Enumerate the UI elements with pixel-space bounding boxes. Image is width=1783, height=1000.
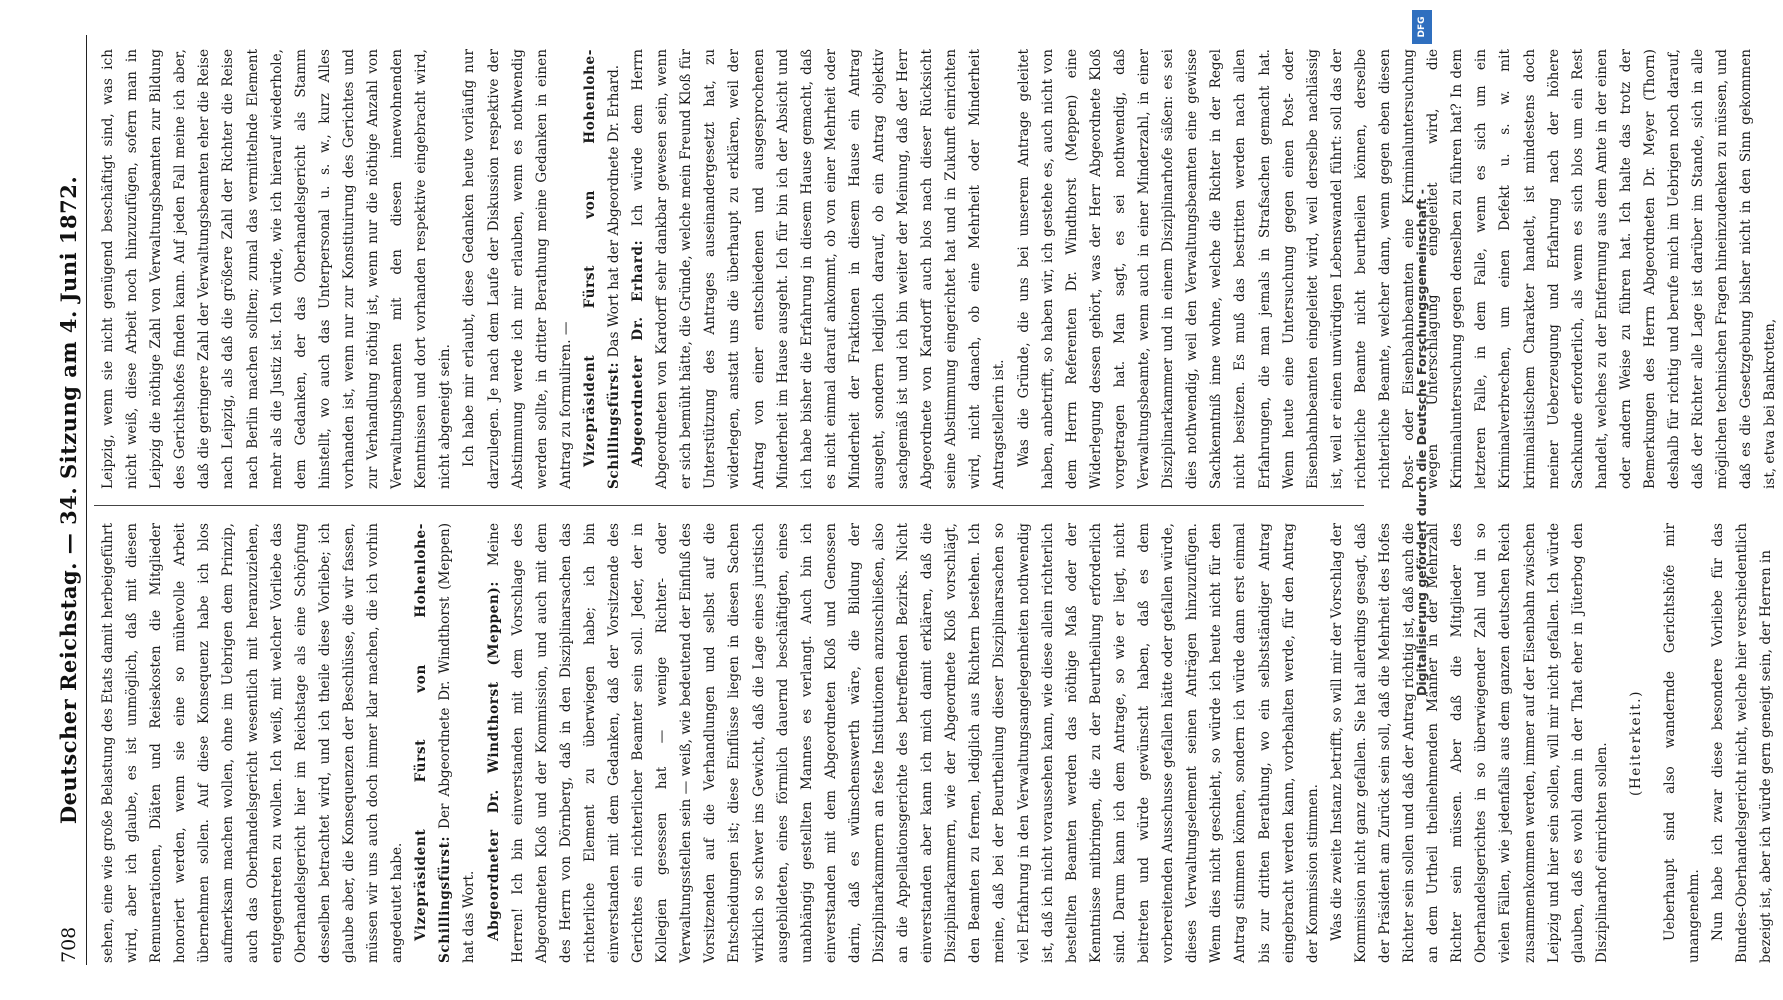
- paragraph: [626, 49, 1012, 489]
- page-number: 708: [58, 926, 80, 963]
- speaker-name: Vizepräsident Fürst von Hohenlohe-Schillingsfürst:: [413, 523, 454, 963]
- paragraph: [482, 523, 1325, 963]
- paragraph: Was die zweite Instanz betrifft, so will mir der Vorschlag der Kommission nicht ganz gefallen. Sie hat allerdings gesagt, daß der Präsident am Zurück sein soll, daß die Mehrheit des Hofes Richter sein sollen und daß der Antrag richtig ist, daß auch die an dem Urtheil theilnehmenden Männer in der Mehrzahl Richter sein müssen. Aber daß die Mitglieder des Oberhandelsgerichtes in so überwiegender Zahl und in so vielen Fällen, wie jedenfalls aus dem ganzen deutschen Reich zusammenkommen werden, immer auf der Eisenbahn zwischen Leipzig und hier sein sollen, will mir nicht gefallen. Ich würde glauben, daß es wohl dann in der That eher in Jüterbog den Disziplinarhof einrichten sollen.: [1328, 523, 1610, 963]
- speech-text: Meine Herren! Ich bin einverstanden mit dem Vorschlage des Abgeordneten Kloß und der Kommission, und auch mit dem des Herrn von Dörnberg, daß in den Disziplinarsachen das richterliche Element zu überwiegen habe; ich bin einverstanden mit dem Gedanken, daß der Vorsitzende des Gerichtes ein richterlicher Beamter sein soll. Jeder, der in Kollegien gesessen hat — wenige Richter- oder Verwaltungsstellen sein — weiß, wie bedeutend der Einfluß des Vorsitzenden auf die Verhandlungen und selbst auf die Entscheidungen ist; diese Einflüsse liegen in diesen Sachen wirklich so schwer ins Gewicht, daß die Lage eines juristisch ausgebildeten, eines förmlich dauernd beschäftigten, eines unabhängig gestellten Mannes es verlangt. Auch bin ich einverstanden mit dem Abgeordneten Kloß und Genossen darin, daß es wünschenswerth wäre, die Bildung der Disziplinarkammern an feste Institutionen anzuschließen, also an die Appellationsgerichte des betreffenden Bezirks. Nicht einverstanden aber kann ich mich damit erklären, daß die Disziplinarkammern, wie der Abgeordnete Kloß vorschlägt, den Beamten zu fernen, lediglich aus Richtern bestehen. Ich meine, daß bei der Beurtheilung dieser Disziplinarsachen so viel Erfahrung in den Verwaltungsangelegenheiten nothwendig ist, daß ich nicht voraussehen kann, wie diese allein richterlich bestellten Beamten werden das nöthige Maß oder der Kenntnisse mitbringen, die zu der Beurtheilung erforderlich sind. Darum kann ich dem Antrage, so wie er liegt, nicht beitreten und würde gewünscht haben, daß es dem vorbereitenden Ausschusse gefallen hätte oder gefallen würde, dieses Verwaltungselement seinen Anträgen hinzuzufügen. Wenn dies nicht geschieht, so würde ich heute nicht für den Antrag stimmen können, sondern ich würde dann erst einmal bis zur dritten Berathung, wo ein selbstständiger Antrag eingebracht werden kann, vorbehalten werde, für den Antrag der Kommission stimmen.: [485, 523, 1321, 963]
- speech-text: Das Wort hat der Abgeordnete Dr. Erhard.: [605, 64, 622, 358]
- paragraph: Nun habe ich zwar diese besondere Vorliebe für das Bundes-Oberhandelsgericht nicht, welche hier verschiedentlich bezeigt ist, aber ich würde gern geneigt sein, der Herren in: [1710, 523, 1775, 963]
- speaker-name: Vizepräsident Fürst von Hohenlohe-Schillingsfürst:: [581, 49, 622, 489]
- header-rule: [86, 35, 87, 965]
- paragraph: [409, 523, 481, 963]
- dfg-credit-text: Digitalisierung gefördert durch die Deutsche Forschungsgemeinschaft -: [1414, 189, 1429, 696]
- page-header: [50, 35, 90, 965]
- digitization-credit-strip: [1411, 6, 1433, 996]
- speaker-name: Abgeordneter Dr. Erhard:: [630, 239, 647, 467]
- speech-text: Ich würde dem Herrn Abgeordneten von Kardorff sehr dankbar gewesen sein, wenn er sich bemüht hätte, die Gründe, welche mein Freund Kloß für Unterstützung des Antrages auseinandergesetzt hat, zu widerlegen, anstatt uns die überhaupt zu erklären, weil der Antrag von einer entschiedenen und ausgesprochenen Minderheit im Hause ausgeht. Ich für bin ich der Absicht und ich habe bisher die Erfahrung in diesem Hause gemacht, daß es nicht einmal darauf ankommt, ob von einer Mehrheit oder Minderheit der Fraktionen in diesem Hause ein Antrag ausgeht, sondern lediglich darauf, ob ein Antrag objektiv sachgemäß ist und ich bin weiter der Meinung, daß der Herr Abgeordnete von Kardorff auch blos nach dieser Rücksicht seine Abstimmung eingerichtet hat und in Zukunft einrichten wird, nicht danach, ob eine Mehrheit oder Minderheit Antragstellerin ist.: [630, 48, 1008, 489]
- paragraph: Ich habe mir erlaubt, diese Gedanken heute vorläufig nur darzulegen. Je nach dem Laufe der Diskussion respektive der Abstimmung werde ich mir erlauben, wenn es nothwendig werden sollte, in dritter Berathung meine Gedanken in einen Antrag zu formuliren. —: [461, 49, 574, 489]
- running-title: Deutscher Reichstag. — 34. Sitzung am 4. Juni 1872.: [56, 175, 81, 825]
- speech-text: Der Abgeordnete Dr. Windthorst (Meppen) hat das Wort.: [437, 523, 478, 963]
- paragraph: Ueberhaupt sind also wandernde Gerichtshöfe mir unangenehm.: [1662, 523, 1703, 963]
- paragraph: sehen, eine wie große Belastung des Etats damit herbeigeführt wird, aber ich glaube, es ist unmöglich, daß mit diesen Remunerationen, Diäten und Reisekosten die Mitglieder honoriert werden, wenn sie eine so mühevolle Arbeit übernehmen sollen. Auf diese Konsequenz habe ich blos aufmerksam machen wollen, ohne im Uebrigen dem Prinzip, auch das Oberhandelsgericht wesentlich mit heranzuziehen, entgegentreten zu wollen. Ich weiß, mit welcher Vorliebe das Oberhandelsgericht hier im Reichstage als eine Schöpfung desselben betrachtet wird, und ich theile diese Vorliebe; ich glaube aber, die Konsequenzen der Beschlüsse, die wir fassen, müssen wir uns auch doch immer klar machen, die ich vorhin angedeutet habe.: [100, 523, 406, 963]
- paragraph: [578, 49, 626, 489]
- right-column: [96, 49, 1783, 489]
- left-column: [96, 523, 1778, 963]
- column-divider: [94, 505, 1364, 506]
- paragraph: Was die Gründe, die uns bei unserem Antrage geleitet haben, anbetrifft, so haben wir, ich gestehe es, auch nicht von dem Herrn Referenten Dr. Windthorst (Meppen) eine Widerlegung dessen gehört, was der Herr Abgeordnete Kloß vorgetragen hat. Man sagt, es sei nothwendig, daß Verwaltungsbeamte, wenn auch in einer Minderzahl, in einer Disziplinarkammer und in einem Disziplinarhofe säßen: es sei dies nothwendig, weil den Verwaltungsbeamten eine gewisse Sachkenntniß inne wohne, welche die Richter in der Regel nicht besitzen. Es muß das bestritten werden nach allen Erfahrungen, die man jemals in Strafsachen gemacht hat. Wenn heute eine Untersuchung gegen einen Post- oder Eisenbahnbeamten eingeleitet wird, weil derselbe nachlässig ist, weil er einen unwürdigen Lebenswandel führt: soll das der richterliche Beamte nicht beurtheilen können, derselbe richterliche Beamte, welcher dann, wenn gegen eben diesen Post- oder Eisenbahnbeamten eine Kriminaluntersuchung wegen Unterschlagung eingeleitet wird, die Kriminaluntersuchung gegen denselben zu führen hat? In dem letzteren Falle, in dem Falle, wenn es sich um ein Kriminalverbrechen, um einen Defekt u. s. w. mit kriminalistischem Charakter handelt, ist mindestens doch meiner Ueberzeugung und Erfahrung nach der höhere Sachkunde erforderlich, als wenn es sich blos um ein Rest handelt, welches zu der Entfernung aus dem Amte in der einen oder andern Weise zu führen hat. Ich halte das trotz der Bemerkungen des Herrn Abgeordneten Dr. Meyer (Thorn) deshalb für richtig und berufe mich im Uebrigen noch darauf, daß der Richter alle Lage ist darüber im Stande, sich in alle möglichen technischen Fragen hineinzudenken zu müssen, und daß es die Gesetzgebung bisher nicht in den Sinn gekommen ist, etwa bei Bankrotten,: [1015, 49, 1779, 489]
- interjection: (Heiterkeit.): [1627, 689, 1644, 797]
- dfg-logo-text: DFG: [1417, 16, 1427, 38]
- paragraph: Leipzig, wenn sie nicht genügend beschäftigt sind, was ich nicht weiß, diese Arbeit noch hinzuzufügen, sofern man in Leipzig die nöthige Zahl von Verwaltungsbeamten zur Bildung des Gerichtshofes finden kann. Auf jeden Fall meine ich aber, daß die geringere Zahl der Verwaltungsbeamten eher die Reise nach Leipzig, als daß die größere Zahl der Richter die Reise nach Berlin machen sollten; zumal das vermittelnde Element mehr als die Justiz ist. Ich würde, wie ich hierauf wiederhole, dem Gedanken, der das Oberhandelsgericht als Stamm hinstellt, wo auch das Unterpersonal u. s. w., kurz Alles vorhanden ist, wenn nur zur Konstituirung des Gerichtes und zur Verhandlung nöthig ist, wenn nur die nöthige Anzahl von Verwaltungsbeamten mit den diesen innewohnenden Kenntnissen und dort vorhanden respektive eingebracht wird, nicht abgeneigt sein.: [100, 49, 454, 489]
- speaker-name: Abgeordneter Dr. Windthorst (Meppen):: [485, 580, 502, 941]
